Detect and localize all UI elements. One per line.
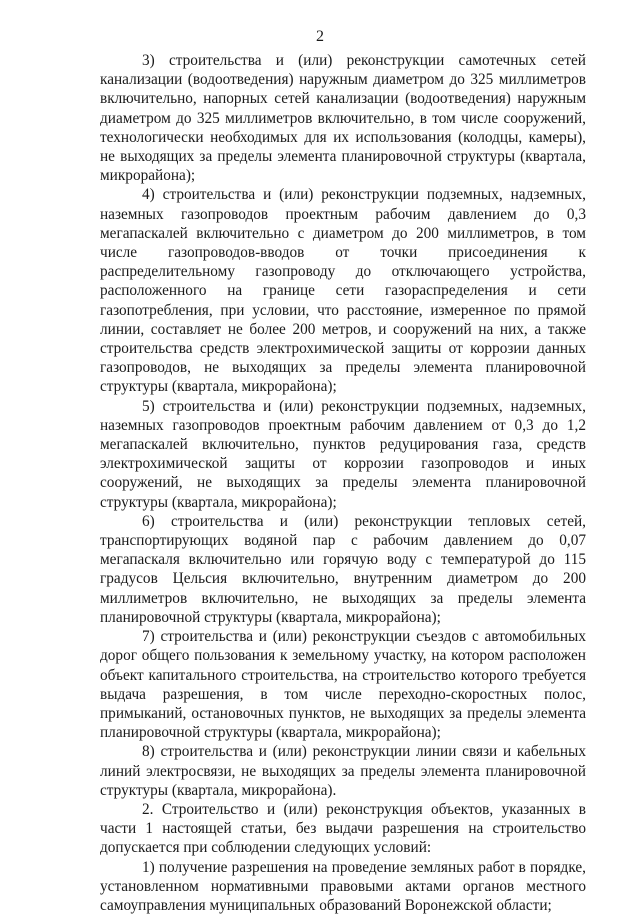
paragraph-item-8: 8) строительства и (или) реконструкции линии связи и кабельных линий электросвязи, не выходящих за пределы элемента планировочной структуры (квартала, микрорайона). xyxy=(100,743,586,799)
paragraph-condition-1: 1) получение разрешения на проведение земляных работ в порядке, установленном нормативными правовыми актами органов местного самоуправления муниципальных образований Воронежской области; xyxy=(100,858,586,914)
paragraph-part-2: 2. Строительство и (или) реконструкция объектов, указанных в части 1 настоящей статьи, без выдачи разрешения на строительство допускается при соблюдении следующих условий: xyxy=(100,800,586,857)
document-body xyxy=(100,51,586,915)
paragraph-item-7: 7) строительства и (или) реконструкции съездов с автомобильных дорог общего пользования к земельному участку, на котором расположен объект капитального строительства, на строительство которого требуется выдача разрешения, в том числе переходно-скоростных полос, примыканий, остановочных пунктов, не выходящих за пределы элемента планировочной структуры (квартала, микрорайона); xyxy=(100,628,586,742)
paragraph-item-6: 6) строительства и (или) реконструкции тепловых сетей, транспортирующих водяной пар с рабочим давлением до 0,07 мегапаскаля включительно или горячую воду с температурой до 115 градусов Цельсия включительно, внутренним диаметром до 200 миллиметров включительно, не выходящих за пределы элемента планировочной структуры (квартала, микрорайона); xyxy=(100,512,586,626)
paragraph-item-3: 3) строительства и (или) реконструкции самотечных сетей канализации (водоотведения) наружным диаметром до 325 миллиметров включительно, напорных сетей канализации (водоотведения) наружным диаметром до 325 миллиметров включительно, в том числе сооружений, технологически необходимых для их использования (колодцы, камеры), не выходящих за пределы элемента планировочной структуры (квартала, микрорайона); xyxy=(100,52,586,185)
paragraph-item-5: 5) строительства и (или) реконструкции подземных, надземных, наземных газопроводов проектным рабочим давлением от 0,3 до 1,2 мегапаскалей включительно, пунктов редуцирования газа, средств электрохимической защиты от коррозии газопроводов и иных сооружений, не выходящих за пределы элемента планировочной структуры (квартала, микрорайона); xyxy=(100,397,586,511)
page-number: 2 xyxy=(316,28,324,45)
paragraph-item-4: 4) строительства и (или) реконструкции подземных, надземных, наземных газопроводов проектным рабочим давлением до 0,3 мегапаскалей включительно с диаметром до 200 миллиметров, в том числе газопроводов-вводов от точки присоединения к распределительному газопроводу до отключающего устройства, расположенного на границе сети газораспределения и сети газопотребления, при условии, что расстояние, измеренное по прямой линии, составляет не более 200 метров, и сооружений на них, а также строительства средств электрохимической защиты от коррозии данных газопроводов, не выходящих за пределы элемента планировочной структуры (квартала, микрорайона); xyxy=(100,186,586,396)
